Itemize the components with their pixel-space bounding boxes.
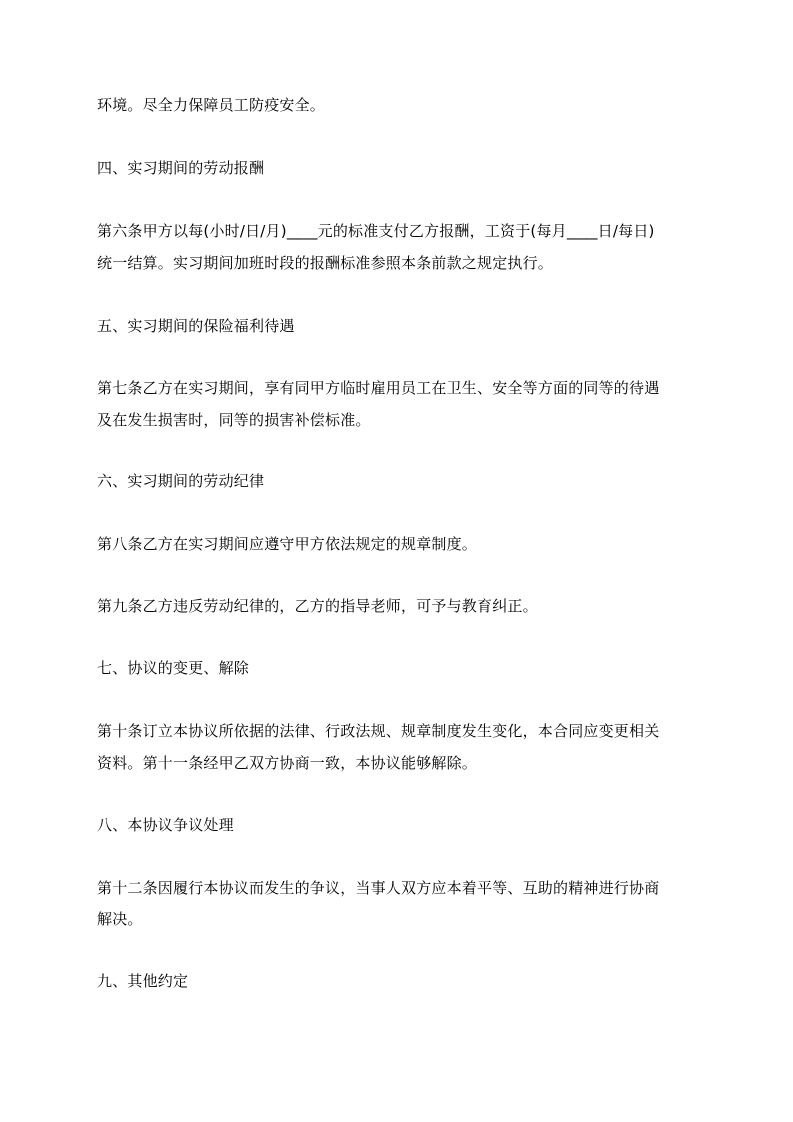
text-line: 第十二条因履行本协议而发生的争议，当事人双方应本着平等、互助的精神进行协商 (97, 879, 660, 897)
text-line: 资料。第十一条经甲乙双方协商一致，本协议能够解除。 (97, 754, 478, 772)
text-line: 第十条订立本协议所依据的法律、行政法规、规章制度发生变化，本合同应变更相关 (97, 722, 660, 740)
text-line: 及在发生损害时，同等的损害补偿标准。 (97, 411, 371, 429)
section-heading: 五、实习期间的保险福利待遇 (97, 317, 295, 335)
section-heading: 四、实习期间的劳动报酬 (97, 159, 265, 177)
text-line: 第七条乙方在实习期间，享有同甲方临时雇用员工在卫生、安全等方面的同等的待遇 (97, 379, 660, 397)
text-line: 第八条乙方在实习期间应遵守甲方依法规定的规章制度。 (97, 535, 478, 553)
section-heading: 八、本协议争议处理 (97, 816, 234, 834)
text-line: 第九条乙方违反劳动纪律的，乙方的指导老师，可予与教育纠正。 (97, 597, 538, 615)
text-line: 解决。 (97, 910, 143, 928)
text-line: 统一结算。实习期间加班时段的报酬标准参照本条前款之规定执行。 (97, 254, 554, 272)
section-heading: 六、实习期间的劳动纪律 (97, 472, 265, 490)
section-heading: 九、其他约定 (97, 972, 189, 990)
text-line: 环境。尽全力保障员工防疫安全。 (97, 96, 326, 114)
text-line: 第六条甲方以每(小时/日/月)____元的标准支付乙方报酬，工资于(每月____日/每日) (97, 222, 655, 240)
section-heading: 七、协议的变更、解除 (97, 659, 250, 677)
